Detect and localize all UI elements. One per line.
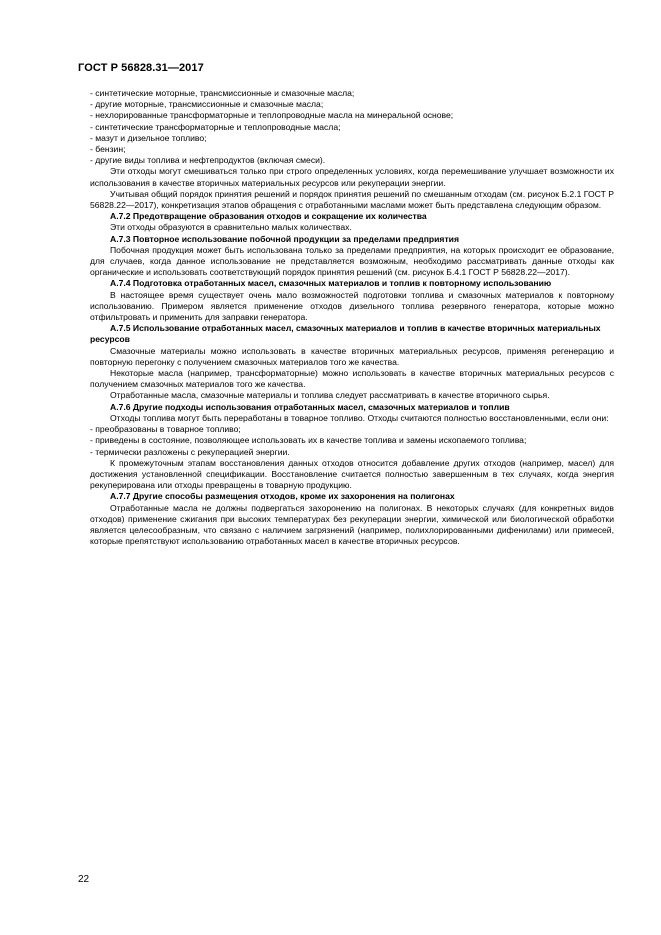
list-item: - нехлорированные трансформаторные и теплопроводные масла на минеральной основе;: [90, 110, 454, 121]
list-item: - бензин;: [90, 144, 126, 155]
paragraph: Отработанные масла, смазочные материалы и топлива следует рассматривать в качестве вторичного сырья.: [110, 390, 550, 401]
section-heading-a75: А.7.5 Использование отработанных масел, смазочных материалов и топлив в качестве вторичных материальных ресурсов: [90, 323, 601, 345]
list-item: - другие виды топлива и нефтепродуктов (включая смеси).: [90, 155, 326, 166]
paragraph: К промежуточным этапам восстановления данных отходов относится добавление других отходов (например, масел) для достижения установленной спецификации. Восстановление считается полностью завершенным в тех случаях, когда энергия рекуперирована или отходы превращены в товарную продукцию.: [90, 457, 614, 491]
paragraph: Эти отходы образуются в сравнительно малых количествах.: [110, 222, 352, 233]
paragraph: Эти отходы могут смешиваться только при строго определенных условиях, когда перемешивание улучшает возможности их использования в качестве вторичных материальных ресурсов или рекуперации энергии.: [90, 166, 614, 188]
section-heading-a73: А.7.3 Повторное использование побочной продукции за пределами предприятия: [110, 233, 459, 244]
paragraph: Смазочные материалы можно использовать в качестве вторичных материальных ресурсов, применяя регенерацию и повторную перегонку с получением смазочных материалов того же качества.: [90, 345, 614, 367]
list-item: - синтетические трансформаторные и теплопроводные масла;: [90, 121, 341, 132]
paragraph: Учитывая общий порядок принятия решений и порядок принятия решений по смешанным отходам (см. рисунок Б.2.1 ГОСТ Р 56828.22—2017), конкретизация этапов обращения с отработанными маслами может быть представлена следующим образом.: [90, 188, 614, 211]
paragraph: В настоящее время существует очень мало возможностей подготовки топлива и смазочных материалов к повторному использованию. Примером является применение отходов дизельного топлива резервного генератора, которые можно отфильтровать и применить для заправки генератора.: [90, 289, 614, 323]
list-item: - преобразованы в товарное топливо;: [90, 424, 241, 435]
paragraph: Отработанные масла не должны подвергаться захоронению на полигонах. В некоторых случаях (для конкретных видов отходов) применение сжигания при высоких температурах без рекуперации энергии, химической или биологической обработки является целесообразным, что связано с наличием загрязнений (например, полихлорированными дифенилами) или примесей, которые препятствуют использованию отработанных масел в качестве вторичных ресурсов.: [90, 502, 614, 547]
section-heading-a72: А.7.2 Предотвращение образования отходов и сокращение их количества: [110, 211, 427, 222]
paragraph: Некоторые масла (например, трансформаторные) можно использовать в качестве вторичных материальных ресурсов с получением смазочных материалов того же качества.: [90, 368, 614, 390]
paragraph: Побочная продукция может быть использована только за пределами предприятия, на которых происходит ее образование, для случаев, когда данное использование не представляется возможным, необходимо рассматривать данные отходы как органические и использовать соответствующий порядок принятия решений (см. рисунок Б.4.1 ГОСТ Р 56828.22—2017).: [90, 244, 614, 278]
section-heading-a74: А.7.4 Подготовка отработанных масел, смазочных материалов и топлив к повторному использованию: [110, 278, 552, 289]
document-body: [90, 88, 614, 547]
list-item: - другие моторные, трансмиссионные и смазочные масла;: [90, 99, 324, 110]
list-item: - мазут и дизельное топливо;: [90, 132, 207, 143]
list-item: - синтетические моторные, трансмиссионные и смазочные масла;: [90, 88, 355, 98]
document-number: ГОСТ Р 56828.31—2017: [78, 62, 204, 74]
list-item: - приведены в состояние, позволяющее использовать их в качестве топлива и замены ископаемого топлива;: [90, 435, 527, 446]
section-heading-a76: А.7.6 Другие подходы использования отработанных масел, смазочных материалов и топлив: [110, 401, 510, 412]
list-item: - термически разложены с рекуперацией энергии.: [90, 446, 290, 457]
paragraph: Отходы топлива могут быть переработаны в товарное топливо. Отходы считаются полностью восстановленными, если они:: [110, 412, 609, 423]
section-heading-a77: А.7.7 Другие способы размещения отходов, кроме их захоронения на полигонах: [110, 491, 455, 502]
page-number: 22: [78, 874, 90, 885]
